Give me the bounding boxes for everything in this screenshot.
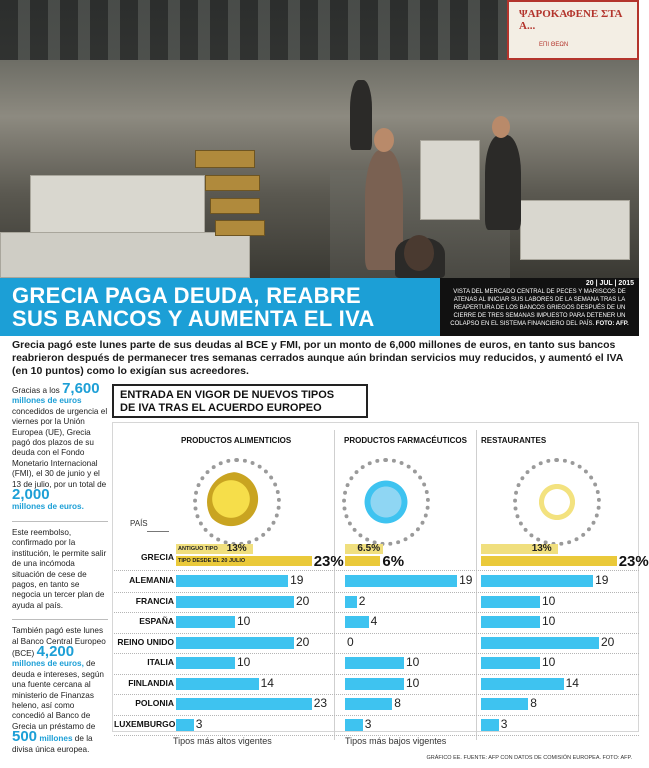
headline-banner <box>0 278 440 336</box>
infographic-title: ENTRADA EN VIGOR DE NUEVOS TIPOS DE IVA TRAS EL ACUERDO EUROPEO <box>112 384 368 418</box>
row-divider <box>114 633 639 634</box>
bar <box>176 637 294 649</box>
photo-person-head <box>404 235 434 271</box>
bar-value-label: 10 <box>237 614 251 628</box>
bar-value-label: 10 <box>406 675 420 690</box>
country-label: ITALIA <box>147 657 174 667</box>
greece-new-rate-bar <box>481 556 617 566</box>
bar-value-label: 4 <box>370 614 378 628</box>
country-label: REINO UNIDO <box>117 636 174 647</box>
bar-value-label: 14 <box>565 675 579 690</box>
photo-caption <box>445 288 634 328</box>
greece-new-rate-value: 23% <box>313 553 344 570</box>
photo-restaurant-sign <box>507 0 639 60</box>
photo-crate <box>210 198 260 214</box>
cheese-icon <box>207 472 267 532</box>
bar-value-label: 2 <box>358 593 366 608</box>
bar <box>345 678 404 690</box>
bar <box>345 719 363 731</box>
pais-pointer <box>147 531 169 532</box>
bar-value-label: 3 <box>500 716 508 731</box>
sidebar-paragraph <box>12 619 108 755</box>
bar <box>176 657 235 669</box>
bar-value-label: 10 <box>542 614 556 628</box>
panel-heading-restaurants: RESTAURANTES <box>481 436 547 445</box>
bar <box>176 678 259 690</box>
footer-highest-rates: Tipos más altos vigentes <box>173 736 272 746</box>
food-plate-icon <box>193 458 281 546</box>
bar <box>481 698 528 710</box>
photo-caption-text: VISTA DEL MERCADO CENTRAL DE PECES Y MARISCOS DE ATENAS AL INICIAR SUS LABORES DE LA SEMANA TRAS LA REAPERTURA DE LOS BANCOS GRIEGOS DESPUÉS DE UN CIERRE DE TRES SEMANAS IMPUESTO PARA DETENER UN COLAPSO EN EL SISTEMA FINANCIERO DEL PAÍS. <box>450 289 626 328</box>
photo-right-stall <box>520 200 630 260</box>
photo-person-head <box>492 116 510 138</box>
bar-value-label: 3 <box>364 716 372 731</box>
headline: GRECIA PAGA DEUDA, REABRE SUS BANCOS Y AUMENTA EL IVA <box>12 283 375 331</box>
photo-crate <box>215 220 265 236</box>
bar-value-label: 14 <box>260 675 274 690</box>
highlight-unit: millones de euros. <box>12 502 84 512</box>
lead-paragraph: Grecia pagó este lunes parte de sus deudas al BCE y FMI, por un monto de 6,000 millones de euros, en tanto sus bancos reabrieron después de permanecer tres semanas cerrados aunque aún brindan servicios muy reducidos, y aumentó el IVA (en 10 puntos) como lo exigían sus acreedores. <box>12 339 623 377</box>
bar-value-label: 10 <box>542 655 556 669</box>
bar <box>481 678 564 690</box>
bar <box>345 575 457 587</box>
bar-value-label: 20 <box>296 634 310 649</box>
sidebar-text-run: de la divisa única europea. <box>12 734 93 754</box>
graphic-credit: GRÁFICO EE. FUENTE: AFP CON DATOS DE COMISIÓN EUROPEA. FOTO: AFP. <box>426 755 632 761</box>
highlight-unit: millones de euros, <box>12 659 84 669</box>
photo-crate <box>195 150 255 168</box>
row-divider <box>114 715 639 716</box>
bar-value-label: 20 <box>296 593 310 608</box>
row-divider <box>114 653 639 654</box>
greece-new-rate-value: 6% <box>382 553 405 570</box>
bar-value-label: 10 <box>542 593 556 608</box>
sidebar-text-run: También pagó este lunes al Banco Central Europeo (BCE) <box>12 626 106 658</box>
bar <box>481 719 499 731</box>
bar-value-label: 3 <box>195 716 203 731</box>
bar-value-label: 19 <box>595 573 609 587</box>
highlight-unit: millones <box>39 734 73 744</box>
restaurant-plate-icon <box>513 458 601 546</box>
bar <box>481 575 593 587</box>
photo-sign-text: ΨΑΡΟΚΑΦΕΝΕ ΣΤΑ Α... <box>519 8 622 32</box>
greece-old-rate-value: 13% <box>226 543 247 554</box>
country-label: FINLANDIA <box>128 677 174 688</box>
bar-value-label: 10 <box>237 655 251 669</box>
bar <box>176 698 312 710</box>
medicine-icon <box>356 472 416 532</box>
row-divider <box>114 674 639 675</box>
bar <box>176 719 194 731</box>
bar <box>481 616 540 628</box>
greece-old-rate-label: ANTIGUO TIPO <box>178 546 218 552</box>
photo-counter <box>0 232 250 278</box>
country-label: FRANCIA <box>135 595 174 606</box>
photo-sign-subtext: ΕΠΙ ΘΕΩΝ <box>539 42 569 48</box>
bar <box>345 616 369 628</box>
bar-value-label: 19 <box>290 573 304 587</box>
highlight-number: 4,200 <box>36 642 75 660</box>
bar-value-label: 8 <box>530 696 537 710</box>
greece-old-rate-value: 13% <box>531 543 552 554</box>
bar-value-label: 23 <box>313 696 328 710</box>
bar-value-label: 10 <box>406 655 420 669</box>
sidebar-text-run: Gracias a los <box>12 386 63 395</box>
greece-old-rate-value: 6.5% <box>357 543 381 554</box>
publication-date: 20 | JUL | 2015 <box>585 280 634 287</box>
bar <box>176 575 288 587</box>
bar-value-label: 0 <box>347 634 354 649</box>
photo-person <box>485 135 521 230</box>
bar <box>481 596 540 608</box>
highlight-number: 500 <box>12 728 38 746</box>
bar <box>345 698 392 710</box>
cutlery-icon <box>527 472 587 532</box>
country-label: LUXEMBURGO <box>114 718 176 729</box>
bar-value-label: 8 <box>394 696 401 710</box>
photo-person-head <box>374 128 394 152</box>
highlight-number: 7,600 <box>62 380 100 397</box>
sidebar-paragraph: Este reembolso, confirmado por la institución, le permite salir de una incómoda situación de cese de pagos, en tanto se negocia un tercer plan de ayuda al país. <box>12 521 108 611</box>
photo-person <box>350 80 372 150</box>
footer-lowest-rates: Tipos más bajos vigentes <box>345 736 447 746</box>
market-photo <box>0 0 639 278</box>
country-label: ESPAÑA <box>139 616 174 626</box>
highlight-unit: millones de euros <box>12 396 82 406</box>
sidebar-text-run: de deuda e intereses, según una fuente cercana al ministerio de Finanzas heleno, así como concedió al Banco de Grecia un préstamo de <box>12 659 104 731</box>
sidebar-paragraph <box>12 380 108 513</box>
bar <box>345 657 404 669</box>
bar-value-label: 20 <box>601 634 615 649</box>
row-divider <box>114 570 639 571</box>
country-label-greece: GRECIA <box>140 552 174 562</box>
photo-fish-stall <box>30 175 205 235</box>
sidebar-text-run: concedidos de urgencia el viernes por la Unión Europea (UE), Grecia pagó dos plazos de su deuda con el Fondo Monetario Internacional (FMI), el 30 de junio y el 13 de julio, por un total de <box>12 406 108 489</box>
photo-credit: FOTO: AFP. <box>595 321 629 328</box>
bar-value-label: 19 <box>459 573 473 587</box>
photo-caption-box <box>440 278 639 336</box>
bar <box>176 616 235 628</box>
bar <box>176 596 294 608</box>
row-divider <box>114 612 639 613</box>
panel-heading-pharma: PRODUCTOS FARMACÉUTICOS <box>344 436 467 445</box>
row-divider <box>114 592 639 593</box>
sidebar-text <box>12 380 108 763</box>
row-divider <box>114 694 639 695</box>
country-label: POLONIA <box>135 698 174 708</box>
photo-crate <box>205 175 260 191</box>
photo-styrofoam-box <box>420 140 480 220</box>
panel-heading-food: PRODUCTOS ALIMENTICIOS <box>181 436 292 445</box>
greece-new-rate-label: TIPO DESDE EL 20 JULIO <box>178 558 246 564</box>
bar <box>481 637 599 649</box>
bar <box>481 657 540 669</box>
pharma-plate-icon <box>342 458 430 546</box>
greece-new-rate-value: 23% <box>618 553 649 570</box>
bar <box>345 596 357 608</box>
pais-label: PAÍS <box>130 519 148 528</box>
greece-new-rate-bar <box>345 556 380 566</box>
highlight-number: 2,000 <box>12 486 50 504</box>
country-label: ALEMANIA <box>129 575 174 585</box>
